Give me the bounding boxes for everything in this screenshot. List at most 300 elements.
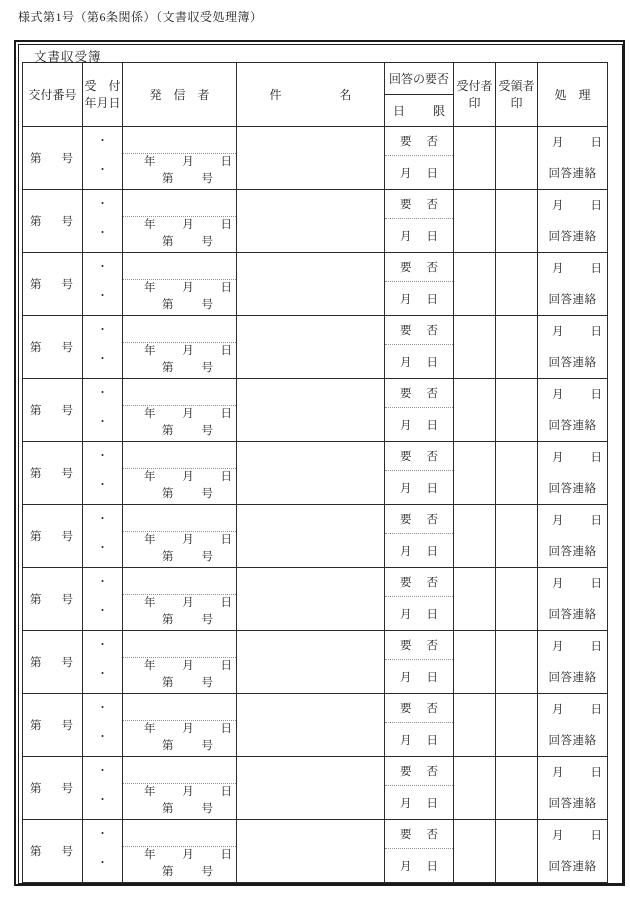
process-note-label: 回答連絡	[548, 609, 597, 621]
reply-yes-label: 要	[400, 829, 412, 841]
header-recipient-seal-line2: 印	[510, 95, 523, 110]
receipt-date-dot-bottom: ・	[97, 731, 108, 743]
processing-note-area	[538, 472, 607, 504]
deadline-month-label: 月	[400, 419, 412, 432]
delivery-no-prefix: 第	[30, 531, 42, 543]
sender-no-prefix: 第	[162, 613, 174, 626]
delivery-no-suffix: 号	[61, 594, 73, 606]
deadline-day-label: 日	[426, 734, 438, 747]
sender-cell	[123, 316, 237, 379]
processing-note-area	[538, 220, 607, 252]
sender-no-prefix: 第	[162, 865, 174, 878]
process-day-label: 日	[590, 326, 602, 338]
header-recipient-seal-line1: 受領者	[498, 79, 535, 94]
process-day-label: 日	[590, 452, 602, 464]
header-recipient-seal	[496, 63, 538, 127]
reply-deadline-area	[385, 723, 453, 756]
delivery-no-prefix: 第	[30, 279, 42, 291]
sender-day-label: 日	[220, 723, 232, 736]
sender-day-label: 日	[220, 597, 232, 610]
header-subject-right: 名	[339, 88, 352, 102]
receipt-date-dot-top: ・	[97, 450, 108, 462]
processing-date-area	[538, 505, 607, 535]
form-number-title: 様式第1号（第6条関係）（文書収受処理簿）	[18, 10, 263, 24]
delivery-no-cell	[23, 631, 83, 694]
reply-cell	[385, 694, 454, 757]
reply-yes-label: 要	[400, 451, 412, 463]
process-day-label: 日	[590, 578, 602, 590]
reply-no-label: 否	[426, 514, 438, 526]
process-month-label: 月	[552, 767, 564, 779]
delivery-no-cell	[23, 820, 83, 883]
receipt-date-dot-top: ・	[97, 324, 108, 336]
receipt-seal-cell	[454, 568, 496, 631]
receipt-date-dot-top: ・	[97, 765, 108, 777]
receipt-date-cell	[83, 694, 123, 757]
sender-dotted-divider	[123, 694, 236, 721]
reply-required-area	[385, 757, 453, 786]
delivery-no-suffix: 号	[61, 531, 73, 543]
receipt-date-cell	[83, 379, 123, 442]
reply-deadline-area	[385, 849, 453, 882]
processing-date-area	[538, 757, 607, 787]
sender-month-label: 月	[182, 408, 194, 421]
delivery-no-suffix: 号	[61, 468, 73, 480]
deadline-month-label: 月	[400, 797, 412, 810]
sender-no-suffix: 号	[201, 550, 213, 563]
header-receipt-date	[83, 63, 123, 127]
delivery-no-suffix: 号	[61, 657, 73, 669]
processing-date-area	[538, 316, 607, 346]
processing-cell	[538, 505, 608, 568]
receipt-date-dot-bottom: ・	[97, 164, 108, 176]
process-note-label: 回答連絡	[548, 546, 597, 558]
header-receipt-seal-line2: 印	[468, 95, 481, 110]
reply-no-label: 否	[426, 199, 438, 211]
reply-deadline-area	[385, 219, 453, 252]
receipt-seal-cell	[454, 253, 496, 316]
sender-year-label: 年	[144, 849, 156, 862]
recipient-seal-cell	[496, 505, 538, 568]
deadline-day-label: 日	[426, 608, 438, 621]
processing-cell	[538, 568, 608, 631]
document-inner-frame	[18, 44, 623, 884]
sender-no-suffix: 号	[201, 739, 213, 752]
sender-year-label: 年	[144, 408, 156, 421]
process-month-label: 月	[552, 452, 564, 464]
receipt-date-dot-bottom: ・	[97, 542, 108, 554]
process-day-label: 日	[590, 515, 602, 527]
sender-day-label: 日	[220, 219, 232, 232]
reply-deadline-area	[385, 408, 453, 441]
reply-deadline-area	[385, 156, 453, 189]
processing-date-area	[538, 820, 607, 850]
delivery-no-suffix: 号	[61, 783, 73, 795]
register-row	[23, 190, 608, 253]
sender-no-suffix: 号	[201, 802, 213, 815]
sender-month-label: 月	[182, 597, 194, 610]
process-note-label: 回答連絡	[548, 420, 597, 432]
reply-deadline-area	[385, 786, 453, 819]
reply-yes-label: 要	[400, 136, 412, 148]
receipt-date-cell	[83, 253, 123, 316]
sender-year-label: 年	[144, 597, 156, 610]
recipient-seal-cell	[496, 442, 538, 505]
reply-yes-label: 要	[400, 325, 412, 337]
register-title: 文書収受簿	[34, 50, 102, 64]
receipt-date-dot-bottom: ・	[97, 668, 108, 680]
sender-month-label: 月	[182, 471, 194, 484]
register-row	[23, 568, 608, 631]
delivery-no-prefix: 第	[30, 216, 42, 228]
processing-note-area	[538, 535, 607, 567]
header-receipt-date-line2: 年月日	[84, 95, 121, 110]
process-month-label: 月	[552, 641, 564, 653]
sender-no-prefix: 第	[162, 802, 174, 815]
receipt-seal-cell	[454, 631, 496, 694]
register-row	[23, 127, 608, 190]
delivery-no-prefix: 第	[30, 846, 42, 858]
sender-no-prefix: 第	[162, 172, 174, 185]
sender-no-prefix: 第	[162, 235, 174, 248]
delivery-no-cell	[23, 316, 83, 379]
subject-cell	[237, 757, 385, 820]
delivery-no-suffix: 号	[61, 342, 73, 354]
deadline-month-label: 月	[400, 545, 412, 558]
subject-cell	[237, 379, 385, 442]
reply-deadline-area	[385, 282, 453, 315]
sender-day-label: 日	[220, 282, 232, 295]
sender-no-suffix: 号	[201, 361, 213, 374]
reply-cell	[385, 379, 454, 442]
receipt-date-dot-top: ・	[97, 261, 108, 273]
sender-year-label: 年	[144, 282, 156, 295]
receipt-seal-cell	[454, 442, 496, 505]
recipient-seal-cell	[496, 694, 538, 757]
sender-no-suffix: 号	[201, 235, 213, 248]
receipt-date-dot-top: ・	[97, 828, 108, 840]
sender-year-label: 年	[144, 534, 156, 547]
register-row	[23, 505, 608, 568]
deadline-month-label: 月	[400, 482, 412, 495]
delivery-no-cell	[23, 379, 83, 442]
sender-month-label: 月	[182, 849, 194, 862]
delivery-no-suffix: 号	[61, 846, 73, 858]
deadline-month-label: 月	[400, 230, 412, 243]
process-note-label: 回答連絡	[548, 357, 597, 369]
reply-required-area	[385, 379, 453, 408]
reply-cell	[385, 820, 454, 883]
sender-cell	[123, 568, 237, 631]
processing-note-area	[538, 850, 607, 882]
sender-cell	[123, 757, 237, 820]
reply-no-label: 否	[426, 136, 438, 148]
sender-day-label: 日	[220, 534, 232, 547]
subject-cell	[237, 442, 385, 505]
recipient-seal-cell	[496, 757, 538, 820]
sender-year-label: 年	[144, 723, 156, 736]
sender-dotted-divider	[123, 127, 236, 154]
sender-month-label: 月	[182, 156, 194, 169]
delivery-no-cell	[23, 190, 83, 253]
header-receipt-seal	[454, 63, 496, 127]
sender-month-label: 月	[182, 345, 194, 358]
register-row	[23, 316, 608, 379]
register-row	[23, 694, 608, 757]
process-day-label: 日	[590, 704, 602, 716]
reply-required-area	[385, 694, 453, 723]
sender-month-label: 月	[182, 219, 194, 232]
receipt-seal-cell	[454, 505, 496, 568]
header-sender: 発 信 者	[123, 63, 237, 127]
sender-day-label: 日	[220, 345, 232, 358]
reply-yes-label: 要	[400, 577, 412, 589]
register-row	[23, 820, 608, 883]
reply-no-label: 否	[426, 388, 438, 400]
sender-dotted-divider	[123, 190, 236, 217]
sender-no-suffix: 号	[201, 487, 213, 500]
subject-cell	[237, 316, 385, 379]
recipient-seal-cell	[496, 568, 538, 631]
reply-no-label: 否	[426, 325, 438, 337]
delivery-no-suffix: 号	[61, 153, 73, 165]
sender-day-label: 日	[220, 156, 232, 169]
receipt-date-cell	[83, 127, 123, 190]
receipt-date-dot-top: ・	[97, 387, 108, 399]
subject-cell	[237, 190, 385, 253]
processing-note-area	[538, 346, 607, 378]
register-row	[23, 442, 608, 505]
receipt-date-dot-top: ・	[97, 198, 108, 210]
delivery-no-cell	[23, 505, 83, 568]
deadline-month-label: 月	[400, 293, 412, 306]
reply-no-label: 否	[426, 262, 438, 274]
sender-month-label: 月	[182, 723, 194, 736]
process-note-label: 回答連絡	[548, 735, 597, 747]
sender-year-label: 年	[144, 786, 156, 799]
reply-cell	[385, 253, 454, 316]
sender-cell	[123, 442, 237, 505]
subject-cell	[237, 568, 385, 631]
reply-yes-label: 要	[400, 514, 412, 526]
sender-dotted-divider	[123, 316, 236, 343]
process-note-label: 回答連絡	[548, 231, 597, 243]
reply-required-area	[385, 127, 453, 156]
sender-cell	[123, 694, 237, 757]
recipient-seal-cell	[496, 379, 538, 442]
delivery-no-prefix: 第	[30, 153, 42, 165]
processing-cell	[538, 253, 608, 316]
reply-yes-label: 要	[400, 703, 412, 715]
receipt-seal-cell	[454, 820, 496, 883]
sender-dotted-divider	[123, 820, 236, 847]
reply-cell	[385, 127, 454, 190]
deadline-day-label: 日	[426, 356, 438, 369]
receipt-seal-cell	[454, 316, 496, 379]
delivery-no-cell	[23, 757, 83, 820]
reply-no-label: 否	[426, 577, 438, 589]
recipient-seal-cell	[496, 631, 538, 694]
reply-no-label: 否	[426, 451, 438, 463]
processing-cell	[538, 442, 608, 505]
processing-cell	[538, 694, 608, 757]
process-day-label: 日	[590, 200, 602, 212]
reply-no-label: 否	[426, 703, 438, 715]
sender-dotted-divider	[123, 631, 236, 658]
processing-date-area	[538, 694, 607, 724]
receipt-date-dot-bottom: ・	[97, 416, 108, 428]
sender-cell	[123, 127, 237, 190]
process-month-label: 月	[552, 515, 564, 527]
processing-note-area	[538, 409, 607, 441]
receipt-date-dot-bottom: ・	[97, 227, 108, 239]
sender-no-suffix: 号	[201, 424, 213, 437]
recipient-seal-cell	[496, 253, 538, 316]
processing-date-area	[538, 568, 607, 598]
sender-day-label: 日	[220, 408, 232, 421]
reply-deadline-area	[385, 534, 453, 567]
delivery-no-suffix: 号	[61, 216, 73, 228]
process-month-label: 月	[552, 830, 564, 842]
deadline-day-label: 日	[426, 230, 438, 243]
delivery-no-prefix: 第	[30, 468, 42, 480]
receipt-date-cell	[83, 442, 123, 505]
sender-no-prefix: 第	[162, 361, 174, 374]
reply-deadline-area	[385, 471, 453, 504]
receipt-date-dot-top: ・	[97, 576, 108, 588]
sender-no-prefix: 第	[162, 676, 174, 689]
process-month-label: 月	[552, 389, 564, 401]
reply-deadline-area	[385, 345, 453, 378]
sender-year-label: 年	[144, 660, 156, 673]
recipient-seal-cell	[496, 316, 538, 379]
deadline-month-label: 月	[400, 167, 412, 180]
delivery-no-prefix: 第	[30, 405, 42, 417]
processing-date-area	[538, 190, 607, 220]
sender-no-suffix: 号	[201, 865, 213, 878]
sender-cell	[123, 190, 237, 253]
sender-month-label: 月	[182, 786, 194, 799]
document-outer-frame	[14, 40, 625, 886]
sender-cell	[123, 820, 237, 883]
deadline-day-label: 日	[426, 545, 438, 558]
delivery-no-prefix: 第	[30, 342, 42, 354]
process-note-label: 回答連絡	[548, 861, 597, 873]
table-header	[23, 63, 608, 127]
reply-deadline-area	[385, 597, 453, 630]
reply-no-label: 否	[426, 829, 438, 841]
header-subject-left: 件	[269, 88, 282, 102]
processing-cell	[538, 316, 608, 379]
receipt-date-cell	[83, 757, 123, 820]
delivery-no-prefix: 第	[30, 783, 42, 795]
subject-cell	[237, 694, 385, 757]
sender-cell	[123, 631, 237, 694]
register-row	[23, 379, 608, 442]
processing-date-area	[538, 379, 607, 409]
processing-cell	[538, 379, 608, 442]
processing-cell	[538, 820, 608, 883]
receipt-seal-cell	[454, 127, 496, 190]
sender-month-label: 月	[182, 282, 194, 295]
sender-no-suffix: 号	[201, 676, 213, 689]
sender-dotted-divider	[123, 757, 236, 784]
delivery-no-prefix: 第	[30, 720, 42, 732]
processing-note-area	[538, 598, 607, 630]
receipt-seal-cell	[454, 190, 496, 253]
header-receipt-seal-line1: 受付者	[456, 79, 493, 94]
sender-dotted-divider	[123, 379, 236, 406]
delivery-no-cell	[23, 127, 83, 190]
receipt-date-dot-bottom: ・	[97, 479, 108, 491]
reply-deadline-area	[385, 660, 453, 693]
delivery-no-suffix: 号	[61, 720, 73, 732]
reply-required-area	[385, 316, 453, 345]
sender-cell	[123, 253, 237, 316]
delivery-no-suffix: 号	[61, 405, 73, 417]
processing-date-area	[538, 631, 607, 661]
deadline-month-label: 月	[400, 608, 412, 621]
process-note-label: 回答連絡	[548, 798, 597, 810]
recipient-seal-cell	[496, 820, 538, 883]
deadline-day-label: 日	[426, 671, 438, 684]
receipt-date-dot-top: ・	[97, 639, 108, 651]
deadline-day-label: 日	[426, 419, 438, 432]
receipt-seal-cell	[454, 379, 496, 442]
reply-no-label: 否	[426, 766, 438, 778]
reply-cell	[385, 316, 454, 379]
reply-cell	[385, 505, 454, 568]
receipt-seal-cell	[454, 757, 496, 820]
recipient-seal-cell	[496, 127, 538, 190]
reply-required-area	[385, 631, 453, 660]
sender-dotted-divider	[123, 505, 236, 532]
sender-month-label: 月	[182, 660, 194, 673]
register-row	[23, 757, 608, 820]
processing-cell	[538, 190, 608, 253]
receipt-date-dot-top: ・	[97, 513, 108, 525]
receipt-date-dot-bottom: ・	[97, 794, 108, 806]
subject-cell	[237, 820, 385, 883]
receipt-date-cell	[83, 631, 123, 694]
delivery-no-prefix: 第	[30, 594, 42, 606]
reply-yes-label: 要	[400, 262, 412, 274]
reply-cell	[385, 442, 454, 505]
sender-no-prefix: 第	[162, 298, 174, 311]
sender-cell	[123, 379, 237, 442]
sender-cell	[123, 505, 237, 568]
sender-year-label: 年	[144, 219, 156, 232]
subject-cell	[237, 631, 385, 694]
header-deadline-left: 日	[393, 104, 406, 118]
sender-year-label: 年	[144, 156, 156, 169]
process-day-label: 日	[590, 767, 602, 779]
sender-day-label: 日	[220, 786, 232, 799]
process-note-label: 回答連絡	[548, 294, 597, 306]
processing-cell	[538, 631, 608, 694]
deadline-day-label: 日	[426, 482, 438, 495]
processing-cell	[538, 127, 608, 190]
reply-cell	[385, 631, 454, 694]
delivery-no-cell	[23, 568, 83, 631]
processing-note-area	[538, 157, 607, 189]
sender-no-prefix: 第	[162, 487, 174, 500]
processing-note-area	[538, 787, 607, 819]
process-note-label: 回答連絡	[548, 168, 597, 180]
subject-cell	[237, 253, 385, 316]
header-subject	[237, 63, 385, 127]
register-row	[23, 253, 608, 316]
